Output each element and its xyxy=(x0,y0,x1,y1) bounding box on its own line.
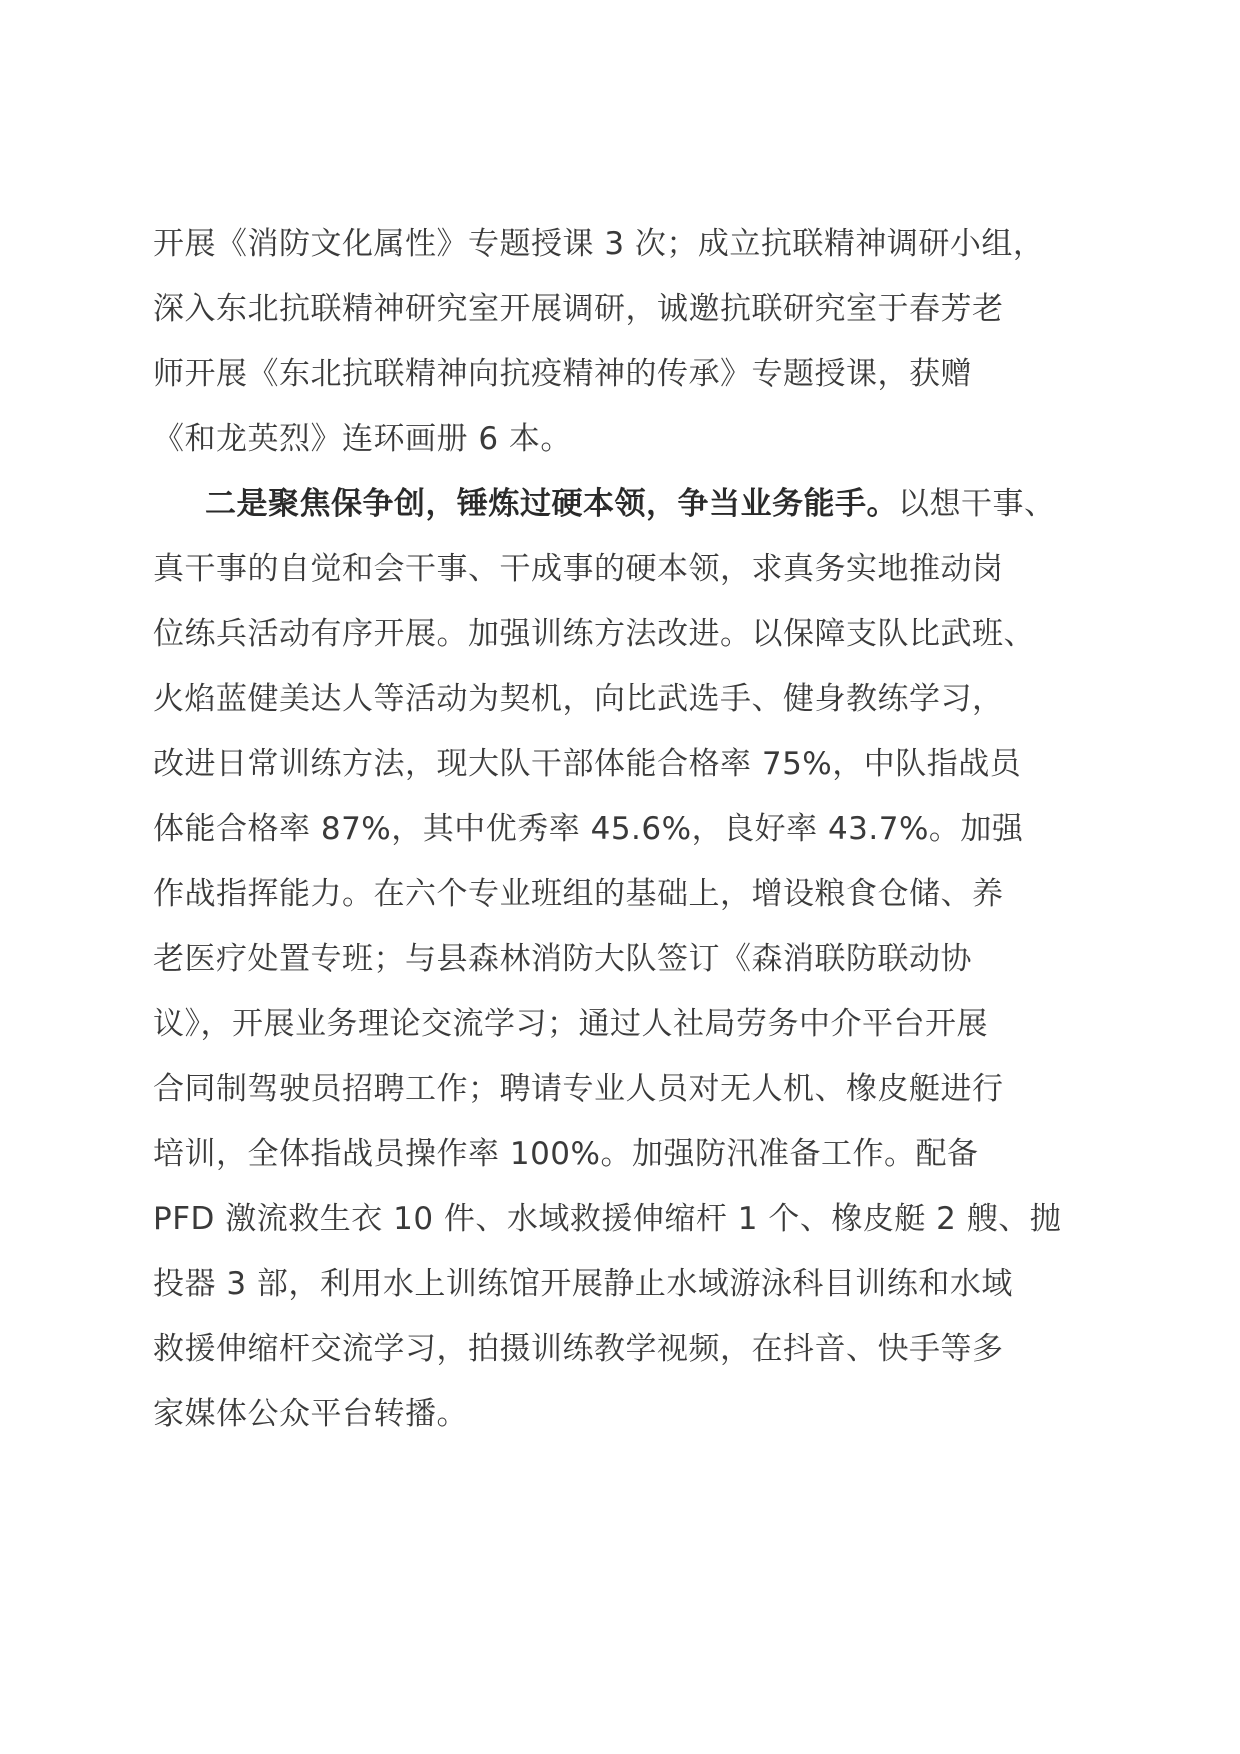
text-line: 师开展《东北抗联精神向抗疫精神的传承》专题授课，获赠 xyxy=(153,356,972,392)
text-line: 体能合格率 87%，其中优秀率 45.6%，良好率 43.7%。加强 xyxy=(153,811,1024,847)
text-line: 深入东北抗联精神研究室开展调研，诚邀抗联研究室于春芳老 xyxy=(153,291,1004,327)
text-line: 老医疗处置专班；与县森林消防大队签订《森消联防联动协 xyxy=(153,941,972,977)
paragraph-2 xyxy=(153,472,1093,1447)
text-line: PFD 激流救生衣 10 件、水域救援伸缩杆 1 个、橡皮艇 2 艘、抛 xyxy=(153,1201,1062,1237)
text-line: 真干事的自觉和会干事、干成事的硬本领，求真务实地推动岗 xyxy=(153,551,1004,587)
document-body xyxy=(153,212,1093,1447)
text-line: 合同制驾驶员招聘工作；聘请专业人员对无人机、橡皮艇进行 xyxy=(153,1071,1004,1107)
text-line: 作战指挥能力。在六个专业班组的基础上，增设粮食仓储、养 xyxy=(153,876,1004,912)
text-line: 位练兵活动有序开展。加强训练方法改进。以保障支队比武班、 xyxy=(153,616,1035,652)
text-line: 培训，全体指战员操作率 100%。加强防汛准备工作。配备 xyxy=(153,1136,979,1172)
text-line: 火焰蓝健美达人等活动为契机，向比武选手、健身教练学习， xyxy=(153,681,1004,717)
text-line: 救援伸缩杆交流学习，拍摄训练教学视频，在抖音、快手等多 xyxy=(153,1331,1004,1367)
text-line: 议》，开展业务理论交流学习；通过人社局劳务中介平台开展 xyxy=(153,1006,988,1042)
text-line: 《和龙英烈》连环画册 6 本。 xyxy=(153,421,572,457)
text-run: 以想干事、 xyxy=(898,486,1056,522)
text-line: 家媒体公众平台转播。 xyxy=(153,1396,468,1432)
paragraph-heading: 二是聚焦保争创，锤炼过硬本领，争当业务能手。 xyxy=(205,486,898,522)
text-line: 改进日常训练方法，现大队干部体能合格率 75%，中队指战员 xyxy=(153,746,1022,782)
text-line: 开展《消防文化属性》专题授课 3 次；成立抗联精神调研小组， xyxy=(153,226,1045,262)
text-line: 投器 3 部，利用水上训练馆开展静止水域游泳科目训练和水域 xyxy=(153,1266,1013,1302)
paragraph-1 xyxy=(153,212,1093,472)
paragraph-2-first-line xyxy=(153,472,1093,537)
